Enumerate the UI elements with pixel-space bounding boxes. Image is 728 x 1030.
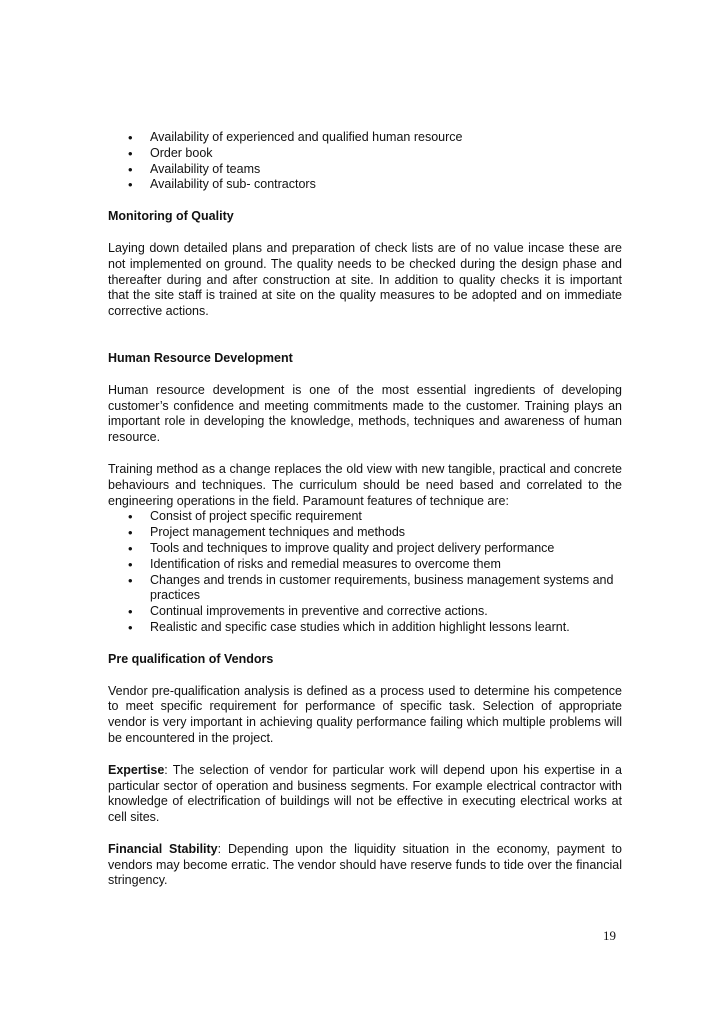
list-item: • Consist of project specific requirement (128, 509, 622, 525)
list-item: • Changes and trends in customer requirements, business management systems and practices (128, 573, 622, 605)
monitoring-paragraph: Laying down detailed plans and preparation of check lists are of no value incase these are not implemented on ground. The quality needs to be checked during the design phase and thereafter during and after construction at site. In addition to quality checks it is important that the site staff is trained at site on the quality measures to be adopted and on immediate corrective actions. (108, 240, 622, 319)
list-item: • Availability of teams (128, 162, 622, 178)
financial-text: : Depending upon the liquidity situation in the economy, payment to vendors may become erratic. The vendor should have reserve funds to tide over the financial stringency. (108, 841, 623, 888)
expertise-text: : The selection of vendor for particular work will depend upon his expertise in a particular sector of operation and business segments. For example electrical contractor with knowledge of electrification of buildings will not be effective in executing electrical works at cell sites. (108, 762, 622, 825)
vendors-heading: Pre qualification of Vendors (108, 651, 274, 666)
technique-bullet-list (108, 509, 622, 635)
list-item: • Project management techniques and methods (128, 525, 622, 541)
list-item: • Availability of sub- contractors (128, 177, 622, 193)
resource-bullet-list (108, 130, 622, 193)
financial-term: Financial Stability (108, 841, 218, 856)
monitoring-heading: Monitoring of Quality (108, 209, 234, 224)
list-item: • Availability of experienced and qualified human resource (128, 130, 622, 146)
list-item: • Tools and techniques to improve quality and project delivery performance (128, 541, 622, 557)
list-item: • Order book (128, 146, 622, 162)
financial-paragraph (108, 842, 622, 889)
expertise-paragraph (108, 763, 622, 826)
hrd-paragraph-1: Human resource development is one of the most essential ingredients of developing customer’s confidence and meeting commitments made to the customer. Training plays an important role in developing the knowledge, methods, techniques and awareness of human resource. (108, 382, 622, 445)
list-item: • Realistic and specific case studies which in addition highlight lessons learnt. (128, 620, 622, 636)
hrd-heading: Human Resource Development (108, 350, 293, 365)
document-page (108, 130, 622, 889)
vendors-paragraph: Vendor pre-qualification analysis is defined as a process used to determine his competence to meet specific requirement for performance of specific task. Selection of appropriate vendor is very important in achieving quality performance failing which multiple problems will be encountered in the project. (108, 683, 622, 745)
hrd-paragraph-2: Training method as a change replaces the old view with new tangible, practical and concrete behaviours and techniques. The curriculum should be need based and correlated to the engineering operations in the field. Paramount features of technique are: (108, 461, 622, 508)
list-item: • Identification of risks and remedial measures to overcome them (128, 557, 622, 573)
page-number: 19 (603, 928, 616, 943)
expertise-term: Expertise (108, 762, 165, 777)
list-item: • Continual improvements in preventive and corrective actions. (128, 604, 622, 620)
